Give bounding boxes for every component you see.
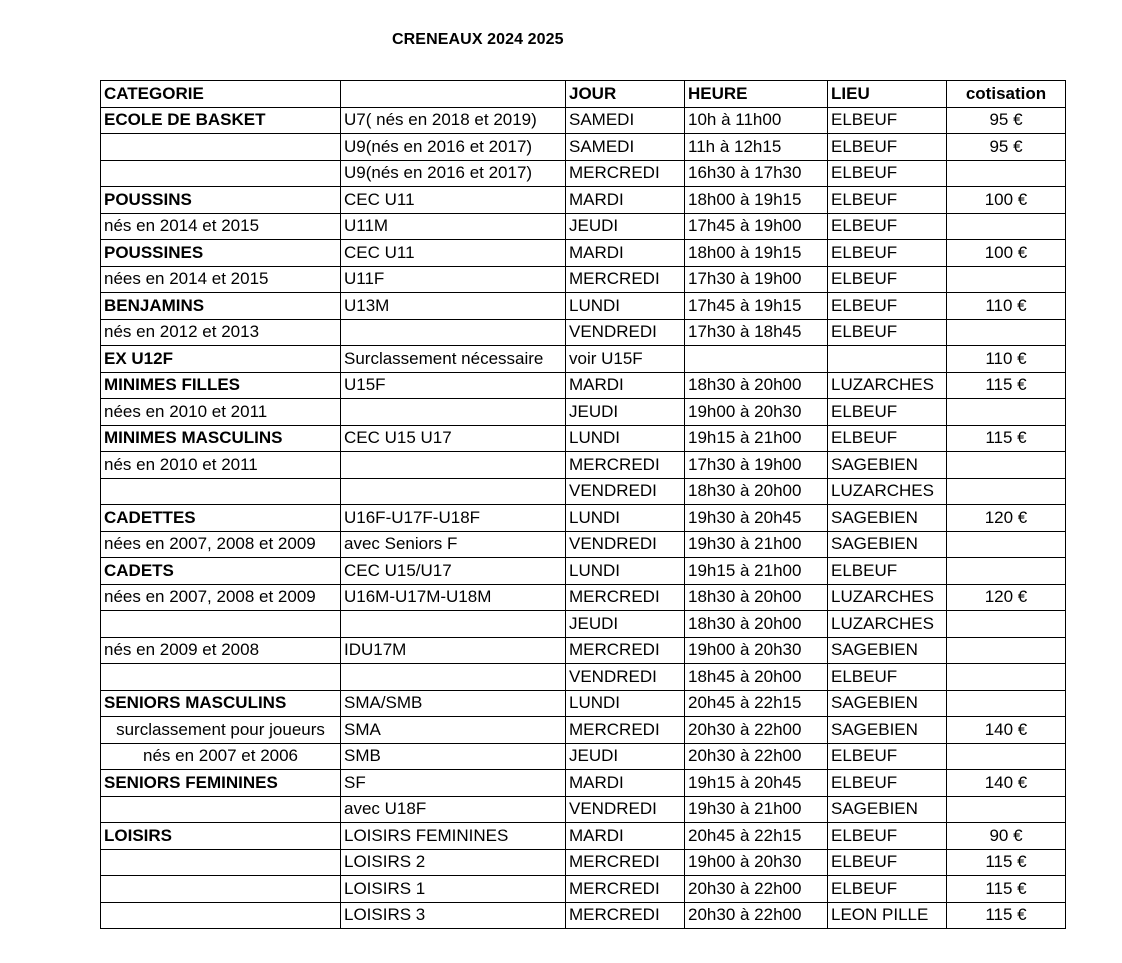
cell-categorie: MINIMES FILLES (101, 372, 341, 399)
cell-heure: 16h30 à 17h30 (685, 160, 828, 187)
table-row (101, 372, 1066, 399)
cell-heure: 18h30 à 20h00 (685, 478, 828, 505)
cell-detail: LOISIRS FEMININES (341, 823, 566, 850)
cell-categorie (101, 902, 341, 929)
cell-jour: JEUDI (566, 611, 685, 638)
cell-cotisation (947, 664, 1066, 691)
cell-cotisation: 90 € (947, 823, 1066, 850)
table-row (101, 213, 1066, 240)
cell-jour: MERCREDI (566, 849, 685, 876)
cell-categorie: nés en 2009 et 2008 (101, 637, 341, 664)
cell-lieu: ELBEUF (828, 213, 947, 240)
cell-lieu: ELBEUF (828, 134, 947, 161)
cell-heure: 11h à 12h15 (685, 134, 828, 161)
cell-categorie: POUSSINES (101, 240, 341, 267)
cell-lieu: ELBEUF (828, 558, 947, 585)
cell-jour: MERCREDI (566, 902, 685, 929)
cell-detail: U16M-U17M-U18M (341, 584, 566, 611)
cell-cotisation (947, 558, 1066, 585)
cell-jour: JEUDI (566, 399, 685, 426)
table-row (101, 902, 1066, 929)
cell-jour: MERCREDI (566, 584, 685, 611)
cell-jour: MERCREDI (566, 160, 685, 187)
table-row (101, 876, 1066, 903)
cell-jour: VENDREDI (566, 796, 685, 823)
cell-lieu: ELBEUF (828, 399, 947, 426)
cell-detail: SMB (341, 743, 566, 770)
cell-categorie: EX U12F (101, 346, 341, 373)
cell-cotisation: 100 € (947, 240, 1066, 267)
cell-cotisation: 115 € (947, 902, 1066, 929)
cell-jour: SAMEDI (566, 107, 685, 134)
cell-categorie: nés en 2012 et 2013 (101, 319, 341, 346)
table-row (101, 770, 1066, 797)
cell-heure: 10h à 11h00 (685, 107, 828, 134)
cell-jour: SAMEDI (566, 134, 685, 161)
cell-detail: CEC U15 U17 (341, 425, 566, 452)
schedule-table (100, 80, 1066, 929)
cell-lieu: ELBEUF (828, 187, 947, 214)
cell-jour: JEUDI (566, 743, 685, 770)
cell-lieu: SAGEBIEN (828, 637, 947, 664)
cell-heure: 19h15 à 21h00 (685, 425, 828, 452)
cell-lieu: SAGEBIEN (828, 690, 947, 717)
cell-heure: 18h45 à 20h00 (685, 664, 828, 691)
cell-jour: MARDI (566, 187, 685, 214)
cell-cotisation: 110 € (947, 293, 1066, 320)
cell-detail (341, 452, 566, 479)
cell-detail: IDU17M (341, 637, 566, 664)
cell-heure: 20h45 à 22h15 (685, 823, 828, 850)
cell-heure (685, 346, 828, 373)
table-row (101, 478, 1066, 505)
cell-categorie: LOISIRS (101, 823, 341, 850)
cell-cotisation: 115 € (947, 372, 1066, 399)
cell-cotisation: 95 € (947, 134, 1066, 161)
cell-detail: U7( nés en 2018 et 2019) (341, 107, 566, 134)
table-row (101, 849, 1066, 876)
cell-cotisation (947, 796, 1066, 823)
table-row (101, 452, 1066, 479)
cell-detail: U16F-U17F-U18F (341, 505, 566, 532)
cell-lieu: SAGEBIEN (828, 531, 947, 558)
cell-lieu: ELBEUF (828, 770, 947, 797)
cell-cotisation (947, 319, 1066, 346)
cell-lieu: SAGEBIEN (828, 505, 947, 532)
cell-jour: LUNDI (566, 293, 685, 320)
cell-categorie: nés en 2010 et 2011 (101, 452, 341, 479)
table-row (101, 690, 1066, 717)
cell-heure: 19h15 à 21h00 (685, 558, 828, 585)
cell-cotisation (947, 690, 1066, 717)
cell-lieu: LUZARCHES (828, 584, 947, 611)
cell-jour: MERCREDI (566, 876, 685, 903)
table-row (101, 134, 1066, 161)
cell-jour: voir U15F (566, 346, 685, 373)
cell-categorie (101, 876, 341, 903)
cell-lieu: LUZARCHES (828, 372, 947, 399)
cell-cotisation (947, 531, 1066, 558)
cell-jour: MARDI (566, 770, 685, 797)
cell-detail: U11M (341, 213, 566, 240)
table-row (101, 346, 1066, 373)
table-row (101, 187, 1066, 214)
cell-heure: 20h30 à 22h00 (685, 876, 828, 903)
cell-cotisation: 110 € (947, 346, 1066, 373)
table-row (101, 823, 1066, 850)
cell-cotisation (947, 213, 1066, 240)
cell-cotisation: 140 € (947, 770, 1066, 797)
cell-jour: MERCREDI (566, 452, 685, 479)
cell-jour: MARDI (566, 372, 685, 399)
table-row (101, 531, 1066, 558)
table-row (101, 399, 1066, 426)
table-header-row (101, 81, 1066, 108)
cell-categorie: SENIORS MASCULINS (101, 690, 341, 717)
cell-categorie: nées en 2010 et 2011 (101, 399, 341, 426)
cell-lieu: ELBEUF (828, 240, 947, 267)
cell-lieu: ELBEUF (828, 107, 947, 134)
cell-heure: 19h15 à 20h45 (685, 770, 828, 797)
cell-lieu (828, 346, 947, 373)
header-heure: HEURE (685, 81, 828, 108)
header-jour: JOUR (566, 81, 685, 108)
table-row (101, 611, 1066, 638)
cell-detail: LOISIRS 2 (341, 849, 566, 876)
cell-cotisation (947, 399, 1066, 426)
cell-lieu: ELBEUF (828, 664, 947, 691)
table-row (101, 664, 1066, 691)
cell-detail: U13M (341, 293, 566, 320)
cell-categorie: nés en 2014 et 2015 (101, 213, 341, 240)
table-row (101, 505, 1066, 532)
page-title: CRENEAUX 2024 2025 (392, 31, 564, 48)
cell-heure: 20h30 à 22h00 (685, 902, 828, 929)
cell-categorie (101, 849, 341, 876)
cell-cotisation: 120 € (947, 584, 1066, 611)
cell-cotisation: 115 € (947, 849, 1066, 876)
cell-categorie: BENJAMINS (101, 293, 341, 320)
cell-heure: 20h30 à 22h00 (685, 717, 828, 744)
cell-detail: SF (341, 770, 566, 797)
cell-cotisation (947, 452, 1066, 479)
table-row (101, 240, 1066, 267)
cell-detail: avec U18F (341, 796, 566, 823)
cell-cotisation (947, 160, 1066, 187)
cell-cotisation: 140 € (947, 717, 1066, 744)
table-row (101, 319, 1066, 346)
cell-categorie: nés en 2007 et 2006 (101, 743, 341, 770)
cell-detail (341, 319, 566, 346)
cell-categorie (101, 478, 341, 505)
header-cotisation: cotisation (947, 81, 1066, 108)
table-row (101, 796, 1066, 823)
cell-lieu: LEON PILLE (828, 902, 947, 929)
cell-jour: LUNDI (566, 690, 685, 717)
cell-heure: 20h30 à 22h00 (685, 743, 828, 770)
cell-cotisation: 100 € (947, 187, 1066, 214)
table-row (101, 558, 1066, 585)
cell-detail: SMA (341, 717, 566, 744)
cell-cotisation: 115 € (947, 425, 1066, 452)
cell-cotisation (947, 611, 1066, 638)
cell-heure: 17h45 à 19h15 (685, 293, 828, 320)
cell-cotisation: 115 € (947, 876, 1066, 903)
cell-detail: avec Seniors F (341, 531, 566, 558)
cell-jour: MARDI (566, 240, 685, 267)
cell-jour: VENDREDI (566, 478, 685, 505)
cell-cotisation: 120 € (947, 505, 1066, 532)
cell-cotisation (947, 478, 1066, 505)
cell-detail (341, 611, 566, 638)
cell-heure: 17h30 à 19h00 (685, 266, 828, 293)
cell-cotisation (947, 266, 1066, 293)
cell-heure: 20h45 à 22h15 (685, 690, 828, 717)
cell-categorie: CADETS (101, 558, 341, 585)
cell-jour: MARDI (566, 823, 685, 850)
cell-jour: MERCREDI (566, 637, 685, 664)
cell-lieu: LUZARCHES (828, 478, 947, 505)
cell-categorie (101, 134, 341, 161)
cell-categorie (101, 160, 341, 187)
cell-detail: LOISIRS 1 (341, 876, 566, 903)
cell-lieu: SAGEBIEN (828, 452, 947, 479)
cell-detail: U9(nés en 2016 et 2017) (341, 134, 566, 161)
cell-categorie: nées en 2007, 2008 et 2009 (101, 584, 341, 611)
table-row (101, 743, 1066, 770)
cell-detail: U11F (341, 266, 566, 293)
cell-detail: U9(nés en 2016 et 2017) (341, 160, 566, 187)
cell-categorie: POUSSINS (101, 187, 341, 214)
table-row (101, 266, 1066, 293)
cell-lieu: ELBEUF (828, 266, 947, 293)
cell-detail: Surclassement nécessaire (341, 346, 566, 373)
cell-lieu: ELBEUF (828, 319, 947, 346)
cell-jour: MERCREDI (566, 717, 685, 744)
cell-lieu: ELBEUF (828, 293, 947, 320)
cell-cotisation (947, 743, 1066, 770)
cell-heure: 19h00 à 20h30 (685, 849, 828, 876)
cell-lieu: ELBEUF (828, 743, 947, 770)
cell-lieu: ELBEUF (828, 425, 947, 452)
cell-heure: 17h30 à 18h45 (685, 319, 828, 346)
cell-detail (341, 478, 566, 505)
header-lieu: LIEU (828, 81, 947, 108)
cell-detail: CEC U15/U17 (341, 558, 566, 585)
header-categorie: CATEGORIE (101, 81, 341, 108)
cell-heure: 19h00 à 20h30 (685, 637, 828, 664)
cell-categorie: ECOLE DE BASKET (101, 107, 341, 134)
table-row (101, 584, 1066, 611)
cell-lieu: ELBEUF (828, 823, 947, 850)
cell-categorie: SENIORS FEMININES (101, 770, 341, 797)
cell-heure: 19h30 à 20h45 (685, 505, 828, 532)
cell-cotisation (947, 637, 1066, 664)
cell-heure: 18h30 à 20h00 (685, 611, 828, 638)
table-row (101, 160, 1066, 187)
cell-detail: LOISIRS 3 (341, 902, 566, 929)
cell-detail: CEC U11 (341, 240, 566, 267)
cell-lieu: ELBEUF (828, 849, 947, 876)
cell-heure: 19h30 à 21h00 (685, 531, 828, 558)
cell-heure: 18h00 à 19h15 (685, 187, 828, 214)
cell-jour: LUNDI (566, 505, 685, 532)
cell-jour: JEUDI (566, 213, 685, 240)
cell-heure: 17h30 à 19h00 (685, 452, 828, 479)
cell-jour: VENDREDI (566, 664, 685, 691)
cell-categorie (101, 796, 341, 823)
table-row (101, 637, 1066, 664)
cell-lieu: ELBEUF (828, 160, 947, 187)
cell-jour: LUNDI (566, 558, 685, 585)
table-row (101, 107, 1066, 134)
cell-jour: LUNDI (566, 425, 685, 452)
cell-heure: 19h00 à 20h30 (685, 399, 828, 426)
cell-categorie (101, 664, 341, 691)
cell-lieu: SAGEBIEN (828, 717, 947, 744)
table-row (101, 425, 1066, 452)
cell-categorie: nées en 2007, 2008 et 2009 (101, 531, 341, 558)
cell-detail (341, 399, 566, 426)
cell-detail: U15F (341, 372, 566, 399)
cell-categorie: nées en 2014 et 2015 (101, 266, 341, 293)
table-row (101, 717, 1066, 744)
cell-jour: MERCREDI (566, 266, 685, 293)
header-detail (341, 81, 566, 108)
cell-cotisation: 95 € (947, 107, 1066, 134)
cell-lieu: SAGEBIEN (828, 796, 947, 823)
cell-categorie: MINIMES MASCULINS (101, 425, 341, 452)
cell-jour: VENDREDI (566, 319, 685, 346)
cell-heure: 18h30 à 20h00 (685, 584, 828, 611)
cell-jour: VENDREDI (566, 531, 685, 558)
cell-heure: 18h30 à 20h00 (685, 372, 828, 399)
cell-lieu: LUZARCHES (828, 611, 947, 638)
cell-categorie: CADETTES (101, 505, 341, 532)
cell-detail: SMA/SMB (341, 690, 566, 717)
cell-categorie (101, 611, 341, 638)
cell-categorie: surclassement pour joueurs (101, 717, 341, 744)
cell-detail: CEC U11 (341, 187, 566, 214)
cell-heure: 19h30 à 21h00 (685, 796, 828, 823)
cell-lieu: ELBEUF (828, 876, 947, 903)
cell-detail (341, 664, 566, 691)
table-row (101, 293, 1066, 320)
cell-heure: 18h00 à 19h15 (685, 240, 828, 267)
cell-heure: 17h45 à 19h00 (685, 213, 828, 240)
